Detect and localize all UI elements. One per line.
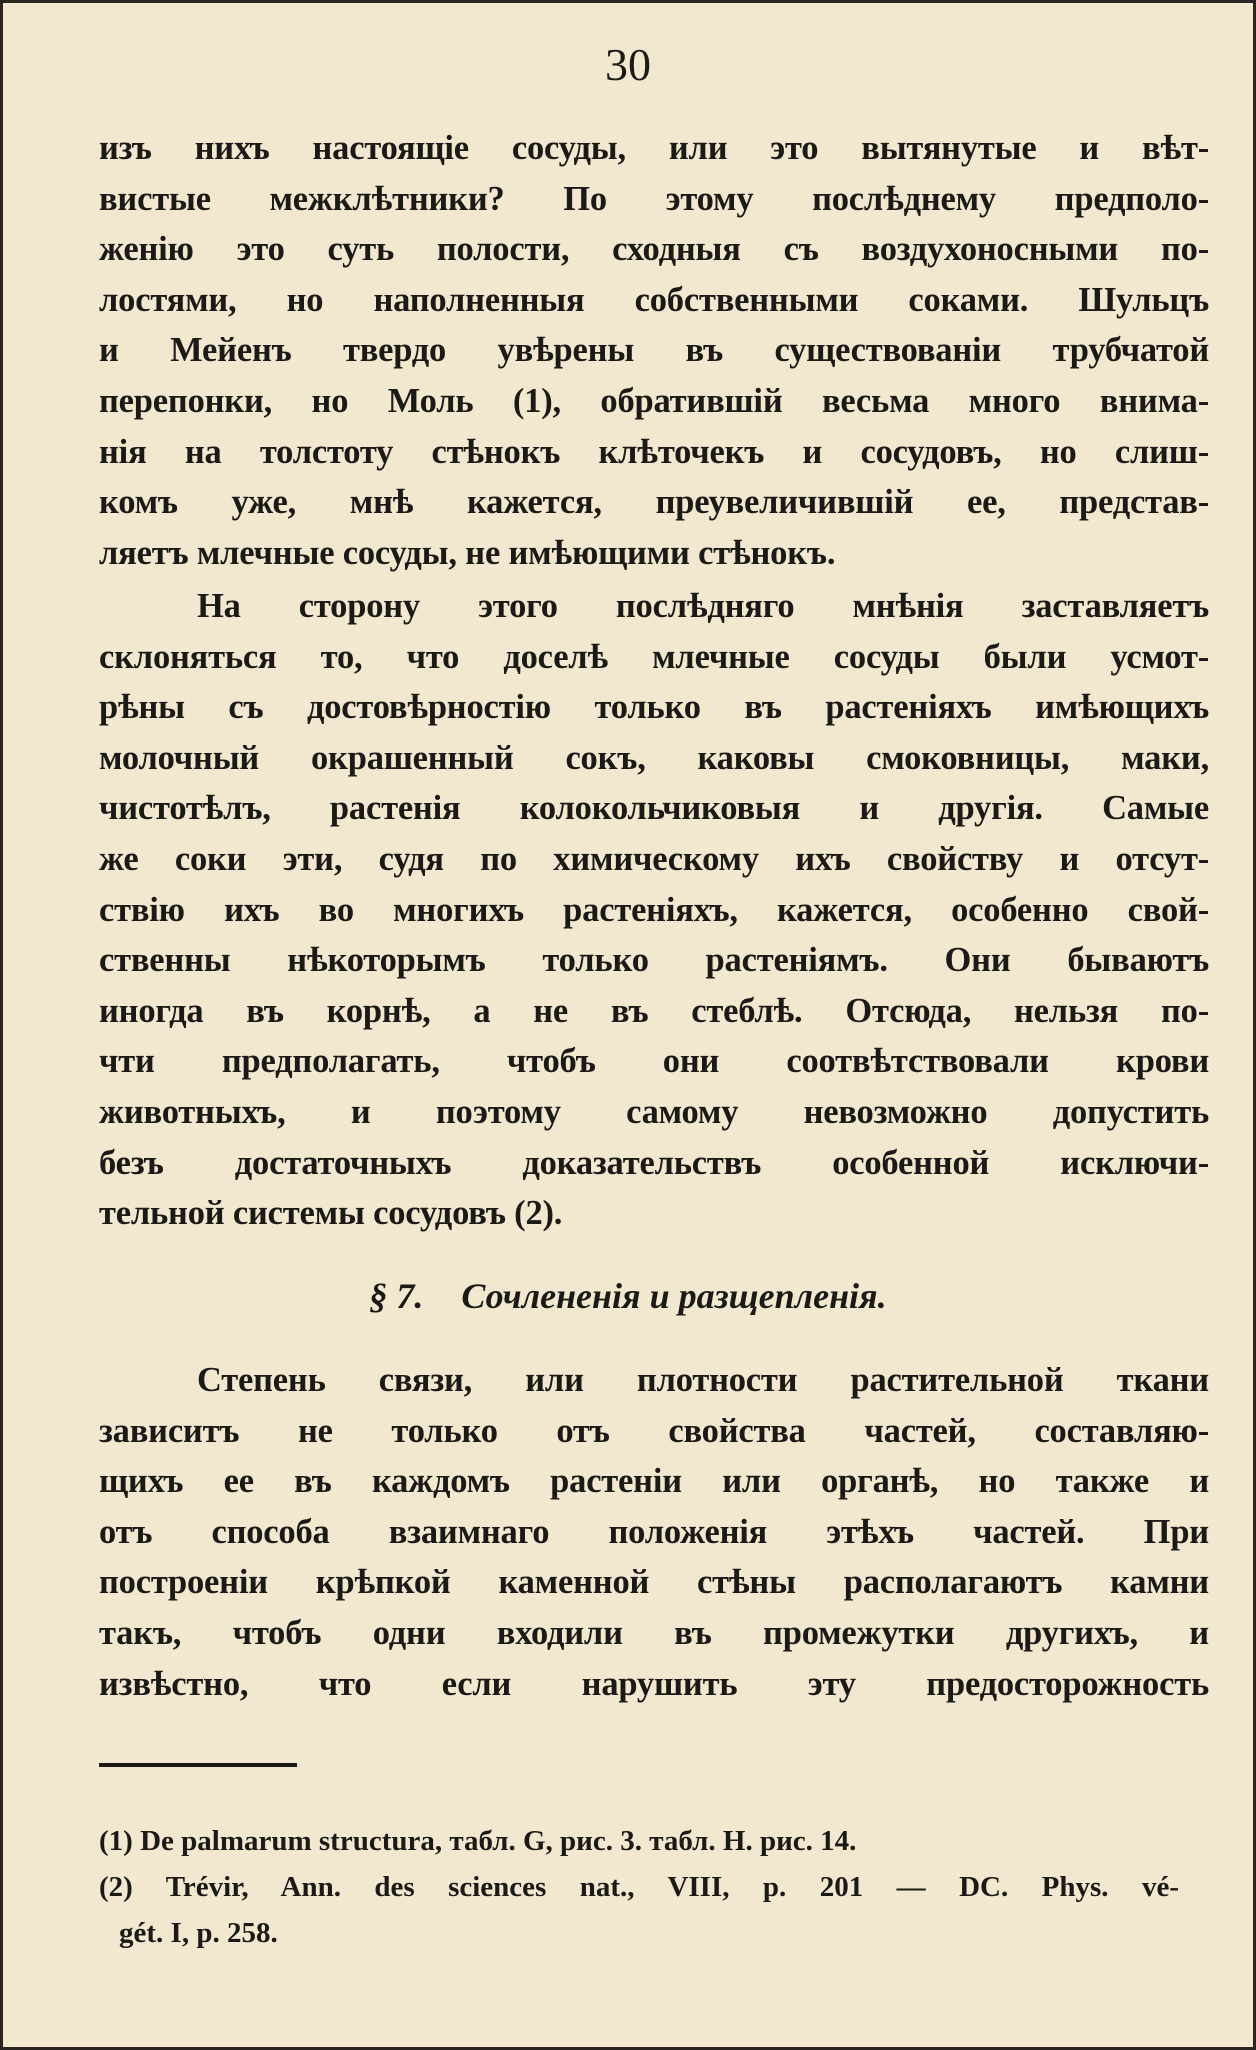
text-line: щихъ ее въ каждомъ растеніи или органѣ, но также и — [99, 1462, 1209, 1501]
footnote-line: (1) De palmarum structura, табл. G, рис. 3. табл. H. рис. 14. — [99, 1825, 857, 1857]
text-line: ственны нѣкоторымъ только растеніямъ. Они бываютъ — [99, 941, 1209, 980]
text-line: нія на толстоту стѣнокъ клѣточекъ и сосудовъ, но слиш- — [99, 432, 1209, 471]
text-line: чистотѣлъ, растенія колокольчиковыя и другія. Самые — [99, 789, 1209, 828]
text-line: ствію ихъ во многихъ растеніяхъ, кажется, особенно свой- — [99, 890, 1209, 929]
footnote-divider — [99, 1763, 297, 1767]
text-line: комъ уже, мнѣ кажется, преувеличившій ее, представ- — [99, 483, 1209, 522]
text-line: вистые межклѣтники? По этому послѣднему предполо- — [99, 179, 1209, 218]
text-line: извѣстно, что если нарушить эту предосторожность — [99, 1664, 1209, 1703]
paragraph-3 — [99, 1355, 1209, 1709]
page-number: 30 — [605, 39, 651, 90]
text-line: ляетъ млечные сосуды, не имѣющими стѣнокъ. — [99, 533, 836, 572]
section-heading — [3, 1271, 1253, 1321]
text-line: На сторону этого послѣдняго мнѣнія заставляетъ — [197, 587, 1209, 625]
text-line: иногда въ корнѣ, а не въ стеблѣ. Отсюда, нельзя по- — [99, 991, 1209, 1030]
section-title: Сочлененія и разщепленія. — [461, 1276, 887, 1316]
footnotes — [99, 1818, 1179, 1956]
text-line: молочный окрашенный сокъ, каковы смоковницы, маки, — [99, 738, 1209, 777]
text-line: изъ нихъ настоящіе сосуды, или это вытянутые и вѣт- — [99, 129, 1209, 167]
text-line: рѣны съ достовѣрностію только въ растеніяхъ имѣющихъ — [99, 688, 1209, 727]
text-line: чти предполагать, чтобъ они соотвѣтствовали крови — [99, 1042, 1209, 1081]
footnote-line: (2) Trévir, Ann. des sciences nat., VIII, p. 201 — DC. Phys. vé- — [99, 1871, 1179, 1903]
text-line: склоняться то, что доселѣ млечные сосуды были усмот- — [99, 637, 1209, 676]
text-line: отъ способа взаимнаго положенія этѣхъ частей. При — [99, 1512, 1209, 1551]
text-line: Степень связи, или плотности растительной ткани — [197, 1361, 1209, 1399]
text-line: такъ, чтобъ одни входили въ промежутки другихъ, и — [99, 1613, 1209, 1652]
text-line: и Мейенъ твердо увѣрены въ существованіи трубчатой — [99, 331, 1209, 370]
section-number: § 7. — [369, 1276, 424, 1316]
text-line: лостями, но наполненныя собственными соками. Шульцъ — [99, 280, 1209, 319]
text-line: безъ достаточныхъ доказательствъ особенной исключи- — [99, 1143, 1209, 1182]
text-line: животныхъ, и поэтому самому невозможно допустить — [99, 1092, 1209, 1131]
text-line: зависитъ не только отъ свойства частей, составляю- — [99, 1411, 1209, 1450]
footnote-line: gét. I, p. 258. — [119, 1917, 278, 1949]
text-line: построеніи крѣпкой каменной стѣны располагаютъ камни — [99, 1563, 1209, 1602]
text-line: перепонки, но Моль (1), обратившій весьма много внима- — [99, 381, 1209, 420]
text-line: же соки эти, судя по химическому ихъ свойству и отсут- — [99, 839, 1209, 878]
text-line: тельной системы сосудовъ (2). — [99, 1194, 563, 1233]
text-line: женію это суть полости, сходныя съ воздухоносными по- — [99, 230, 1209, 269]
paragraph-1 — [99, 123, 1209, 578]
paragraph-2 — [99, 581, 1209, 1239]
